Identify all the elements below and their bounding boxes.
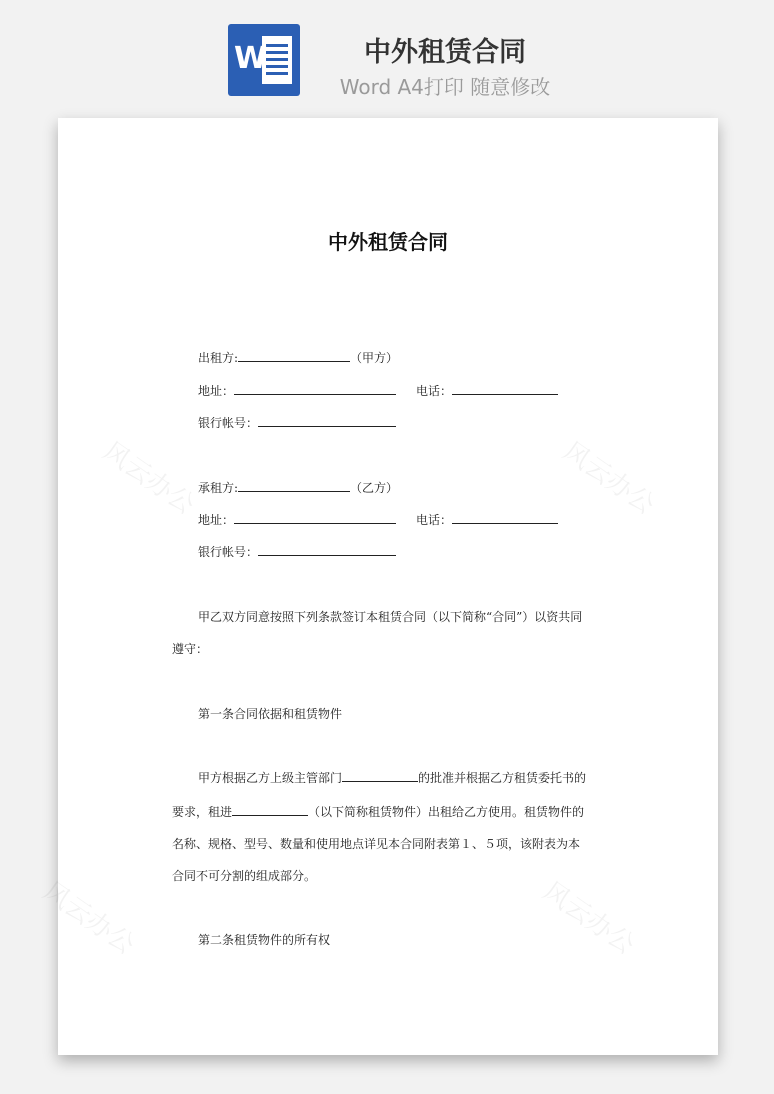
lessee-bank-line	[198, 543, 396, 560]
article1-text: 要求，租进	[172, 805, 233, 819]
header-title: 中外租赁合同	[364, 37, 526, 68]
page-header	[0, 0, 774, 110]
document-title: 中外租赁合同	[328, 230, 448, 254]
lessor-address-field[interactable]	[234, 382, 396, 395]
lessor-name-field[interactable]	[238, 349, 350, 362]
approval-dept-field[interactable]	[342, 769, 418, 782]
lessee-label: 承租方:	[198, 481, 239, 495]
lessee-address-field[interactable]	[234, 511, 396, 524]
intro-line-1: 甲乙双方同意按照下列条款签订本租赁合同（以下简称“合同”）以资共同	[198, 610, 583, 624]
lessor-bank-line	[198, 414, 396, 431]
lessee-name-field[interactable]	[238, 479, 350, 492]
lessee-suffix: （乙方）	[350, 481, 399, 495]
article1-para-line-3: 名称、规格、型号、数量和使用地点详见本合同附表第１、５项，该附表为本	[172, 837, 581, 851]
lessee-phone-line	[416, 511, 558, 528]
lessee-phone-label: 电话：	[416, 513, 453, 527]
lessee-address-label: 地址：	[198, 513, 235, 527]
lessee-phone-field[interactable]	[452, 511, 558, 524]
leased-item-field[interactable]	[232, 803, 308, 816]
lessor-phone-label: 电话：	[416, 384, 453, 398]
lessor-suffix: （甲方）	[350, 351, 399, 365]
lessor-phone-line	[416, 382, 558, 399]
watermark: 风云办公	[537, 876, 640, 961]
watermark: 风云办公	[97, 436, 200, 521]
header-subtitle: Word A4打印 随意修改	[339, 75, 551, 99]
article1-heading: 第一条合同依据和租赁物件	[198, 707, 343, 721]
lessor-address-label: 地址：	[198, 384, 235, 398]
word-icon	[228, 24, 300, 96]
article1-text: 甲方根据乙方上级主管部门	[198, 771, 343, 785]
watermark: 风云办公	[557, 436, 660, 521]
article1-text: 的批准并根据乙方租赁委托书的	[418, 771, 587, 785]
word-icon-letter: W	[234, 41, 268, 76]
lessor-bank-field[interactable]	[258, 414, 396, 427]
lessee-line	[198, 479, 398, 496]
intro-line-2: 遵守：	[172, 642, 209, 656]
article1-text: （以下简称租赁物件）出租给乙方使用。租赁物件的	[308, 805, 585, 819]
lessee-bank-label: 银行帐号：	[198, 545, 259, 559]
lessor-address-line	[198, 382, 396, 399]
lessor-bank-label: 银行帐号：	[198, 416, 259, 430]
article1-para-line-4: 合同不可分割的组成部分。	[172, 869, 317, 883]
lessee-bank-field[interactable]	[258, 543, 396, 556]
article1-para-line-1	[198, 769, 586, 786]
article2-heading: 第二条租赁物件的所有权	[198, 933, 331, 947]
document-page	[37, 118, 718, 1055]
lessee-address-line	[198, 511, 396, 528]
article1-para-line-2	[172, 803, 584, 820]
watermark: 风云办公	[37, 876, 140, 961]
lessor-line	[198, 349, 398, 366]
lessor-label: 出租方:	[198, 351, 239, 365]
lessor-phone-field[interactable]	[452, 382, 558, 395]
